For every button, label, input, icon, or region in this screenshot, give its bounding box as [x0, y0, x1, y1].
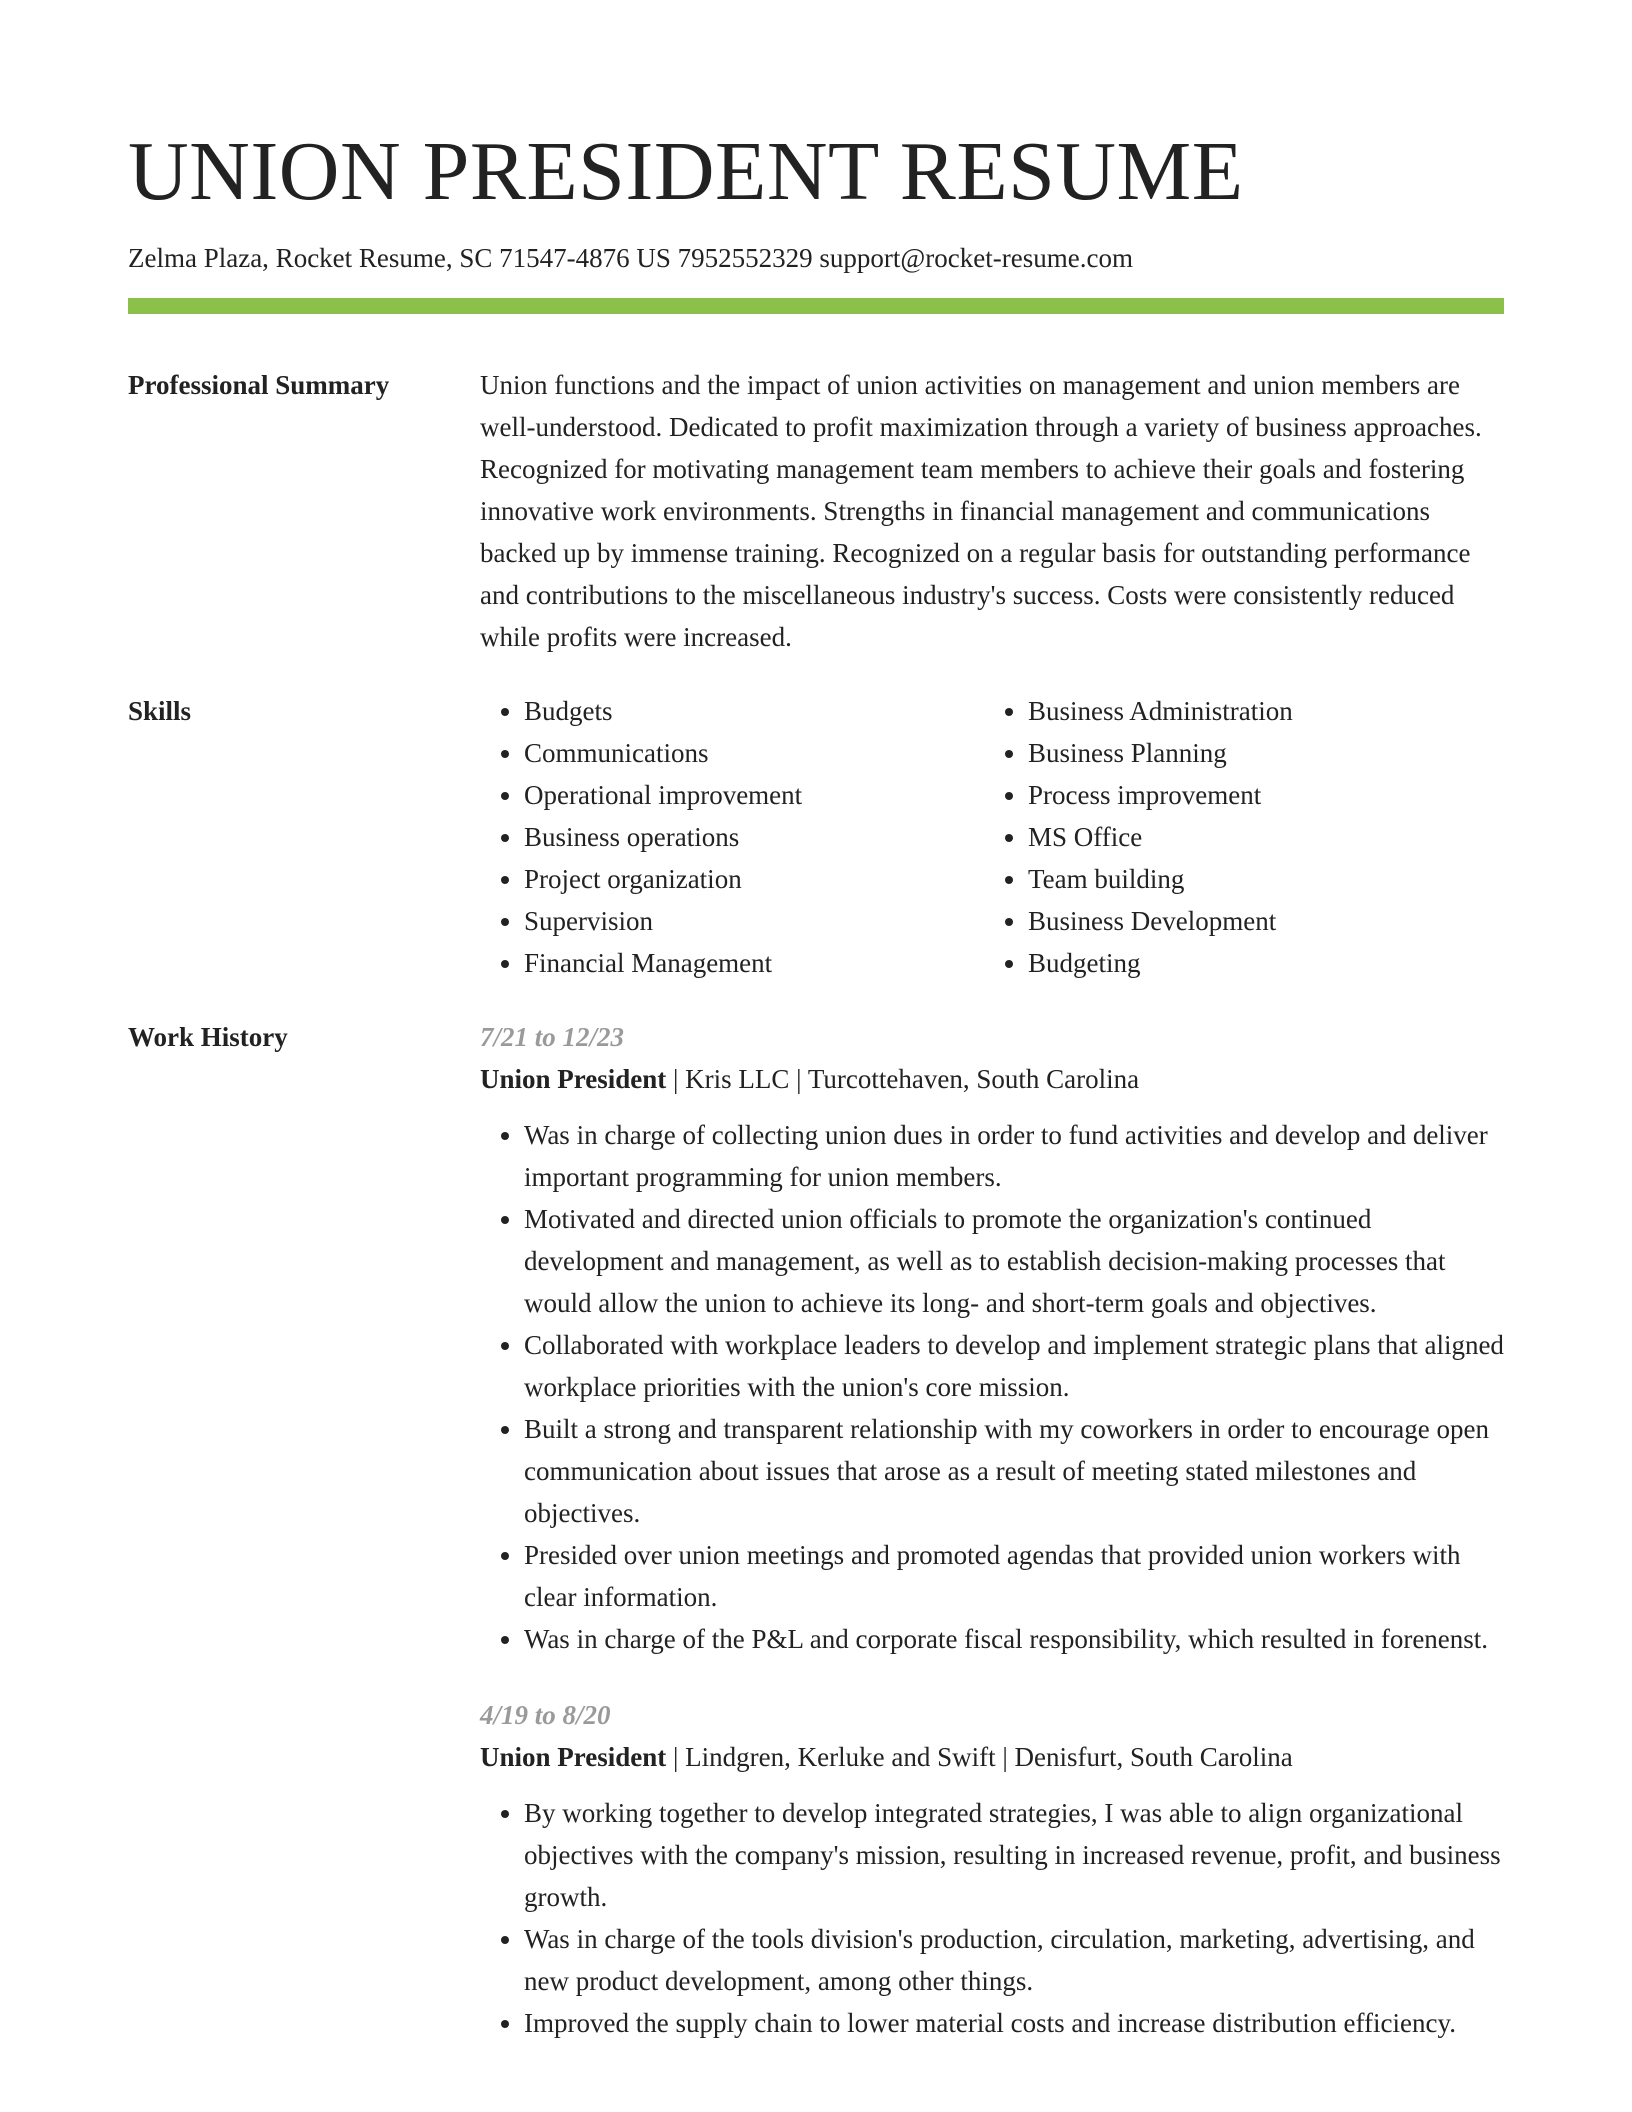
job-bullet: • Was in charge of the tools division's production, circulation, marketing, advertising, and new product development, among other things. [524, 1918, 1504, 2002]
skill-item: • Budgeting [1028, 942, 1488, 984]
job-bullet: • Improved the supply chain to lower material costs and increase distribution efficiency. [524, 2002, 1504, 2044]
skill-item: • Business Development [1028, 900, 1488, 942]
skill-item: • Budgets [524, 690, 984, 732]
job-bullet: • Was in charge of the P&L and corporate fiscal responsibility, which resulted in forenenst. [524, 1618, 1504, 1660]
accent-divider [128, 298, 1504, 314]
job-entry [480, 1016, 1504, 1660]
skill-item: • Financial Management [524, 942, 984, 984]
job-details: | Lindgren, Kerluke and Swift | Denisfurt, South Carolina [666, 1742, 1293, 1772]
skill-item: • Communications [524, 732, 984, 774]
work-history-section [128, 1016, 1504, 2078]
job-bullets [480, 1114, 1504, 1660]
skills-list-left [480, 690, 984, 984]
section-label-summary: Professional Summary [128, 370, 390, 400]
skill-item: • Team building [1028, 858, 1488, 900]
job-title: Union President [480, 1064, 667, 1094]
job-dates: 7/21 to 12/23 [480, 1022, 625, 1052]
skill-item: • Project organization [524, 858, 984, 900]
job-bullet: • Built a strong and transparent relationship with my coworkers in order to encourage open communication about issues that arose as a result of meeting stated milestones and objectives. [524, 1408, 1504, 1534]
skill-item: • Business Planning [1028, 732, 1488, 774]
contact-line: Zelma Plaza, Rocket Resume, SC 71547-4876 US 7952552329 support@rocket-resume.com [128, 243, 1133, 273]
job-bullet: • Collaborated with workplace leaders to develop and implement strategic plans that aligned workplace priorities with the union's core mission. [524, 1324, 1504, 1408]
job-bullet: • Was in charge of collecting union dues in order to fund activities and develop and deliver important programming for union members. [524, 1114, 1504, 1198]
job-details: | Kris LLC | Turcottehaven, South Carolina [666, 1064, 1140, 1094]
skill-item: • Business Administration [1028, 690, 1488, 732]
skill-item: • Business operations [524, 816, 984, 858]
job-entry [480, 1694, 1504, 2044]
skill-item: • Process improvement [1028, 774, 1488, 816]
section-label-skills: Skills [128, 696, 192, 726]
section-label-work-history: Work History [128, 1022, 288, 1052]
job-title: Union President [480, 1742, 667, 1772]
work-history-body [480, 1016, 1504, 2078]
skill-item: • Operational improvement [524, 774, 984, 816]
resume-title: UNION PRESIDENT RESUME [128, 125, 1244, 218]
skills-grid [480, 690, 1504, 984]
skills-list-right [984, 690, 1488, 984]
job-heading [480, 1058, 1504, 1100]
skill-item: • Supervision [524, 900, 984, 942]
job-bullet: • By working together to develop integrated strategies, I was able to align organizational objectives with the company's mission, resulting in increased revenue, profit, and business growth. [524, 1792, 1504, 1918]
skill-item: • MS Office [1028, 816, 1488, 858]
job-bullet: • Motivated and directed union officials to promote the organization's continued development and management, as well as to establish decision-making processes that would allow the union to achieve its long- and short-term goals and objectives. [524, 1198, 1504, 1324]
job-bullet: • Presided over union meetings and promoted agendas that provided union workers with clear information. [524, 1534, 1504, 1618]
job-bullets [480, 1792, 1504, 2044]
job-dates: 4/19 to 8/20 [480, 1700, 611, 1730]
summary-text: Union functions and the impact of union activities on management and union members are well-understood. Dedicated to profit maximization through a variety of business approaches. Recognized for motivating management team members to achieve their goals and fostering innovative work environments. Strengths in financial management and communications backed up by immense training. Recognized on a regular basis for outstanding performance and contributions to the miscellaneous industry's success. Costs were consistently reduced while profits were increased. [480, 370, 1482, 652]
job-heading [480, 1736, 1504, 1778]
summary-section [128, 364, 1504, 658]
skills-section [128, 690, 1504, 984]
